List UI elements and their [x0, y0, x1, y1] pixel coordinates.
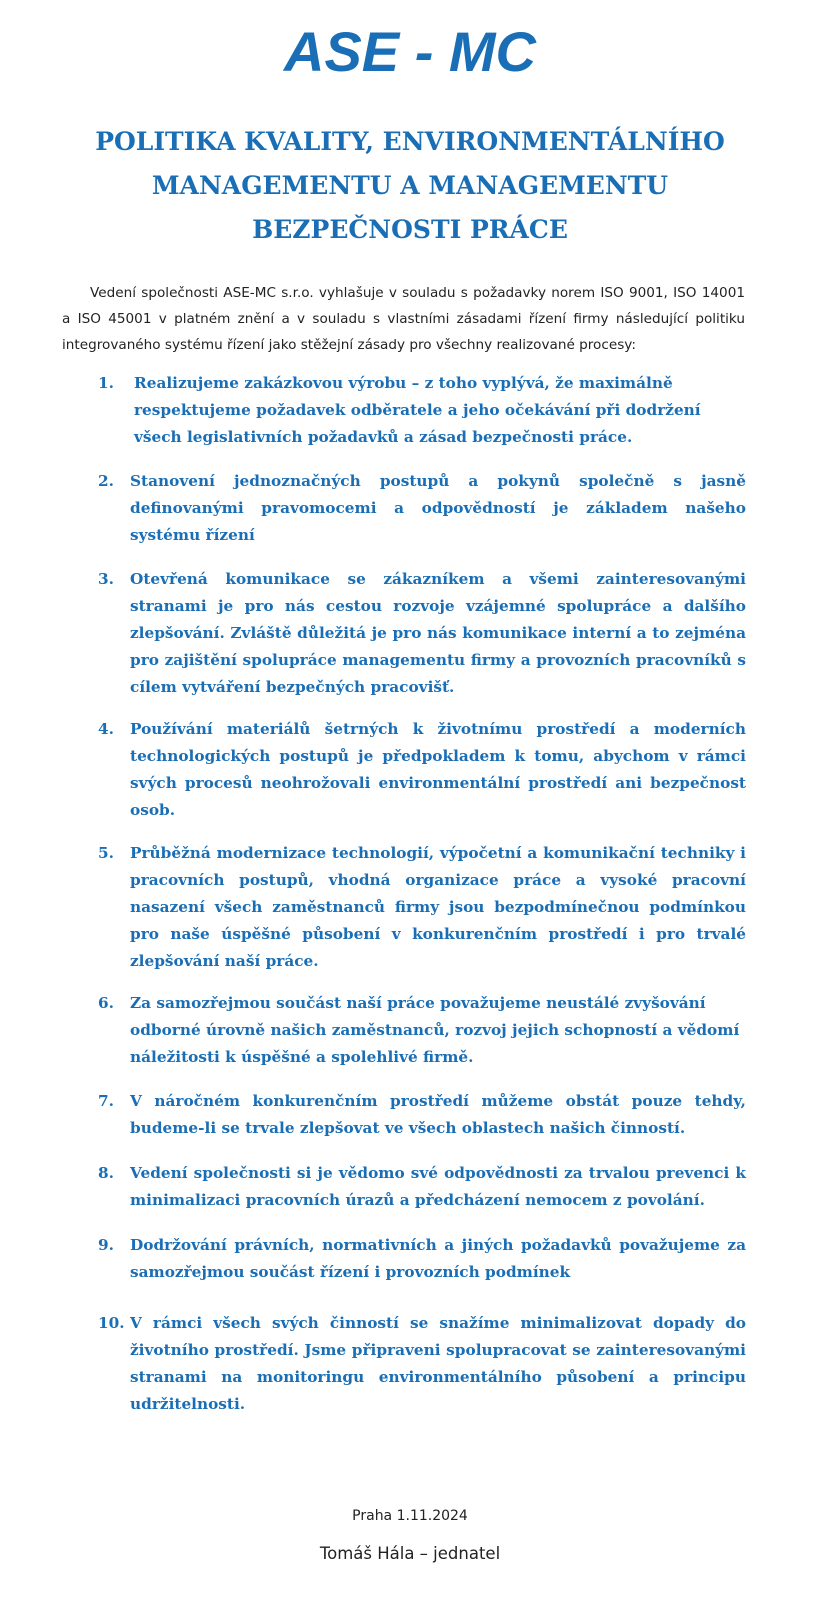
- item-number: 8.: [98, 1164, 114, 1182]
- item-number: 7.: [98, 1092, 114, 1110]
- policy-item-4: [98, 716, 746, 824]
- intro-paragraph: Vedení společnosti ASE-MC s.r.o. vyhlašuje v souladu s požadavky norem ISO 9001, ISO 14001 a ISO 45001 v platném znění a v souladu s vlastními zásadami řízení firmy následující politiku integrovaného systému řízení jako stěžejní zásady pro všechny realizované procesy:: [62, 285, 745, 353]
- policy-item-3: [98, 566, 746, 701]
- item-text: Otevřená komunikace se zákazníkem a všemi zainteresovanými stranami je pro nás cestou rozvoje vzájemné spolupráce a dalšího zlepšování. Zvláště důležitá je pro nás komunikace interní a to zejména pro zajištění spolupráce managementu firmy a provozních pracovníků s cílem vytváření bezpečných pracovišť.: [130, 570, 746, 696]
- item-number: 1.: [98, 374, 114, 392]
- policy-item-2: [98, 468, 746, 549]
- policy-item-9: [98, 1232, 746, 1286]
- item-number: 2.: [98, 472, 114, 490]
- item-number: 10.: [98, 1314, 125, 1332]
- item-text: V náročném konkurenčním prostředí můžeme obstát pouze tehdy, budeme-li se trvale zlepšovat ve všech oblastech našich činností.: [130, 1092, 746, 1137]
- policy-item-10: [98, 1310, 746, 1418]
- item-number: 4.: [98, 720, 114, 738]
- item-text: V rámci všech svých činností se snažíme minimalizovat dopady do životního prostředí. Jsme připraveni spolupracovat se zainteresovanými stranami na monitoringu environmentálního působení a principu udržitelnosti.: [130, 1314, 746, 1413]
- footer-date: Praha 1.11.2024: [352, 1508, 468, 1524]
- company-logo: [0, 18, 820, 88]
- policy-item-6: [98, 990, 746, 1071]
- logo-text: ASE - MC: [284, 20, 536, 83]
- item-number: 6.: [98, 994, 114, 1012]
- policy-item-8: [98, 1160, 746, 1214]
- policy-item-5: [98, 840, 746, 975]
- policy-item-7: [98, 1088, 746, 1142]
- item-text: Dodržování právních, normativních a jiných požadavků považujeme za samozřejmou součást řízení i provozních podmínek: [130, 1236, 746, 1281]
- item-text: Používání materiálů šetrných k životnímu prostředí a moderních technologických postupů je předpokladem k tomu, abychom v rámci svých procesů neohrožovali environmentální prostředí ani bezpečnost osob.: [130, 720, 746, 819]
- item-text: Průběžná modernizace technologií, výpočetní a komunikační techniky i pracovních postupů, vhodná organizace práce a vysoké pracovní nasazení všech zaměstnanců firmy jsou bezpodmínečnou podmínkou pro naše úspěšné působení v konkurenčním prostředí i pro trvalé zlepšování naší práce.: [130, 844, 746, 970]
- ase-mc-logo-graphic: [260, 18, 560, 88]
- policy-item-1: [98, 370, 746, 451]
- item-number: 5.: [98, 844, 114, 862]
- item-text: Realizujeme zakázkovou výrobu – z toho vyplývá, že maximálně respektujeme požadavek odběratele a jeho očekávání při dodržení všech legislativních požadavků a zásad bezpečnosti práce.: [134, 374, 701, 446]
- footer-signature: Tomáš Hála – jednatel: [319, 1544, 501, 1563]
- page-title: POLITIKA KVALITY, ENVIRONMENTÁLNÍHO MANAGEMENTU A MANAGEMENTU BEZPEČNOSTI PRÁCE: [95, 127, 725, 244]
- item-number: 3.: [98, 570, 114, 588]
- item-text: Stanovení jednoznačných postupů a pokynů společně s jasně definovanými pravomocemi a odpovědností je základem našeho systému řízení: [130, 472, 746, 544]
- item-text: Za samozřejmou součást naší práce považujeme neustálé zvyšování odborné úrovně našich zaměstnanců, rozvoj jejich schopností a vědomí náležitosti k úspěšné a spolehlivé firmě.: [130, 994, 740, 1066]
- item-text: Vedení společnosti si je vědomo své odpovědnosti za trvalou prevenci k minimalizaci pracovních úrazů a předcházení nemocem z povolání.: [130, 1164, 746, 1209]
- item-number: 9.: [98, 1236, 114, 1254]
